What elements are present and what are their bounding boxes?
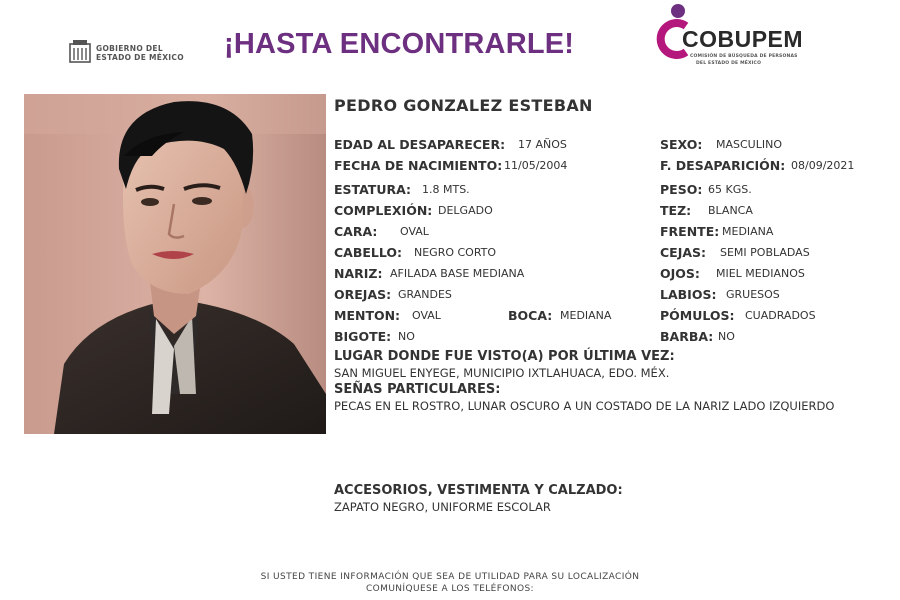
- edad-value: 17 AÑOS: [518, 138, 567, 151]
- menton-value: OVAL: [412, 309, 441, 322]
- gobierno-estado-mexico-logo: [68, 38, 184, 68]
- cabello-label: CABELLO:: [334, 245, 403, 260]
- cobupem-subtitle-2: DEL ESTADO DE MÉXICO: [696, 61, 762, 66]
- nariz-label: NARIZ:: [334, 266, 383, 281]
- footer-line-1: SI USTED TIENE INFORMACIÓN QUE SEA DE UTILIDAD PARA SU LOCALIZACIÓN: [260, 572, 640, 582]
- tez-label: TEZ:: [660, 203, 692, 218]
- sexo-value: MASCULINO: [716, 138, 782, 151]
- person-name: PEDRO GONZALEZ ESTEBAN: [334, 96, 593, 115]
- cejas-label: CEJAS:: [660, 245, 707, 260]
- estatura-label: ESTATURA:: [334, 182, 412, 197]
- cobupem-wordmark: COBUPEM: [682, 26, 804, 52]
- pomulos-value: CUADRADOS: [745, 309, 816, 322]
- labios-label: LABIOS:: [660, 287, 717, 302]
- bigote-label: BIGOTE:: [334, 329, 392, 344]
- frente-label: FRENTE:: [660, 224, 720, 239]
- person-photo: [24, 94, 326, 434]
- peso-label: PESO:: [660, 182, 703, 197]
- footer-line-2: COMUNÍQUESE A LOS TELÉFONOS:: [365, 584, 534, 594]
- cabello-value: NEGRO CORTO: [414, 246, 497, 259]
- menton-label: MENTON:: [334, 308, 401, 323]
- complexion-value: DELGADO: [438, 204, 493, 217]
- frente-value: MEDIANA: [722, 225, 774, 238]
- lugar-value: SAN MIGUEL ENYEGE, MUNICIPIO IXTLAHUACA, EDO. MÉX.: [334, 366, 670, 380]
- edad-label: EDAD AL DESAPARECER:: [334, 137, 506, 152]
- accesorios-label: ACCESORIOS, VESTIMENTA Y CALZADO:: [334, 483, 623, 498]
- cara-value: OVAL: [400, 225, 429, 238]
- accesorios-value: ZAPATO NEGRO, UNIFORME ESCOLAR: [334, 500, 551, 514]
- gov-logo-line2: ESTADO DE MÉXICO: [96, 53, 184, 62]
- cejas-value: SEMI POBLADAS: [720, 246, 810, 259]
- ojos-value: MIEL MEDIANOS: [716, 267, 805, 280]
- boca-value: MEDIANA: [560, 309, 612, 322]
- lugar-label: LUGAR DONDE FUE VISTO(A) POR ÚLTIMA VEZ:: [334, 349, 675, 364]
- pomulos-label: PÓMULOS:: [660, 308, 735, 323]
- desaparicion-label: F. DESAPARICIÓN:: [660, 158, 786, 173]
- peso-value: 65 KGS.: [708, 183, 752, 196]
- complexion-label: COMPLEXIÓN:: [334, 203, 433, 218]
- barba-label: BARBA:: [660, 329, 714, 344]
- senas-label: SEÑAS PARTICULARES:: [334, 382, 501, 397]
- labios-value: GRUESOS: [726, 288, 780, 301]
- ojos-label: OJOS:: [660, 266, 700, 281]
- senas-value: PECAS EN EL ROSTRO, LUNAR OSCURO A UN COSTADO DE LA NARIZ LADO IZQUIERDO: [334, 399, 835, 413]
- headline: ¡HASTA ENCONTRARLE!: [224, 28, 575, 60]
- orejas-value: GRANDES: [398, 288, 452, 301]
- tez-value: BLANCA: [708, 204, 753, 217]
- barba-value: NO: [718, 330, 735, 343]
- cara-label: CARA:: [334, 224, 378, 239]
- boca-label: BOCA:: [508, 308, 553, 323]
- orejas-label: OREJAS:: [334, 287, 392, 302]
- gov-logo-line1: GOBIERNO DEL: [96, 44, 163, 53]
- cobupem-logo: [652, 2, 822, 72]
- nacimiento-value: 11/05/2004: [504, 159, 568, 172]
- cobupem-subtitle-1: COMISIÓN DE BÚSQUEDA DE PERSONAS: [690, 54, 798, 59]
- sexo-label: SEXO:: [660, 137, 703, 152]
- nacimiento-label: FECHA DE NACIMIENTO:: [334, 158, 503, 173]
- nariz-value: AFILADA BASE MEDIANA: [390, 267, 525, 280]
- desaparicion-value: 08/09/2021: [791, 159, 855, 172]
- bigote-value: NO: [398, 330, 415, 343]
- state-emblem-icon: [68, 38, 92, 64]
- estatura-value: 1.8 MTS.: [422, 183, 470, 196]
